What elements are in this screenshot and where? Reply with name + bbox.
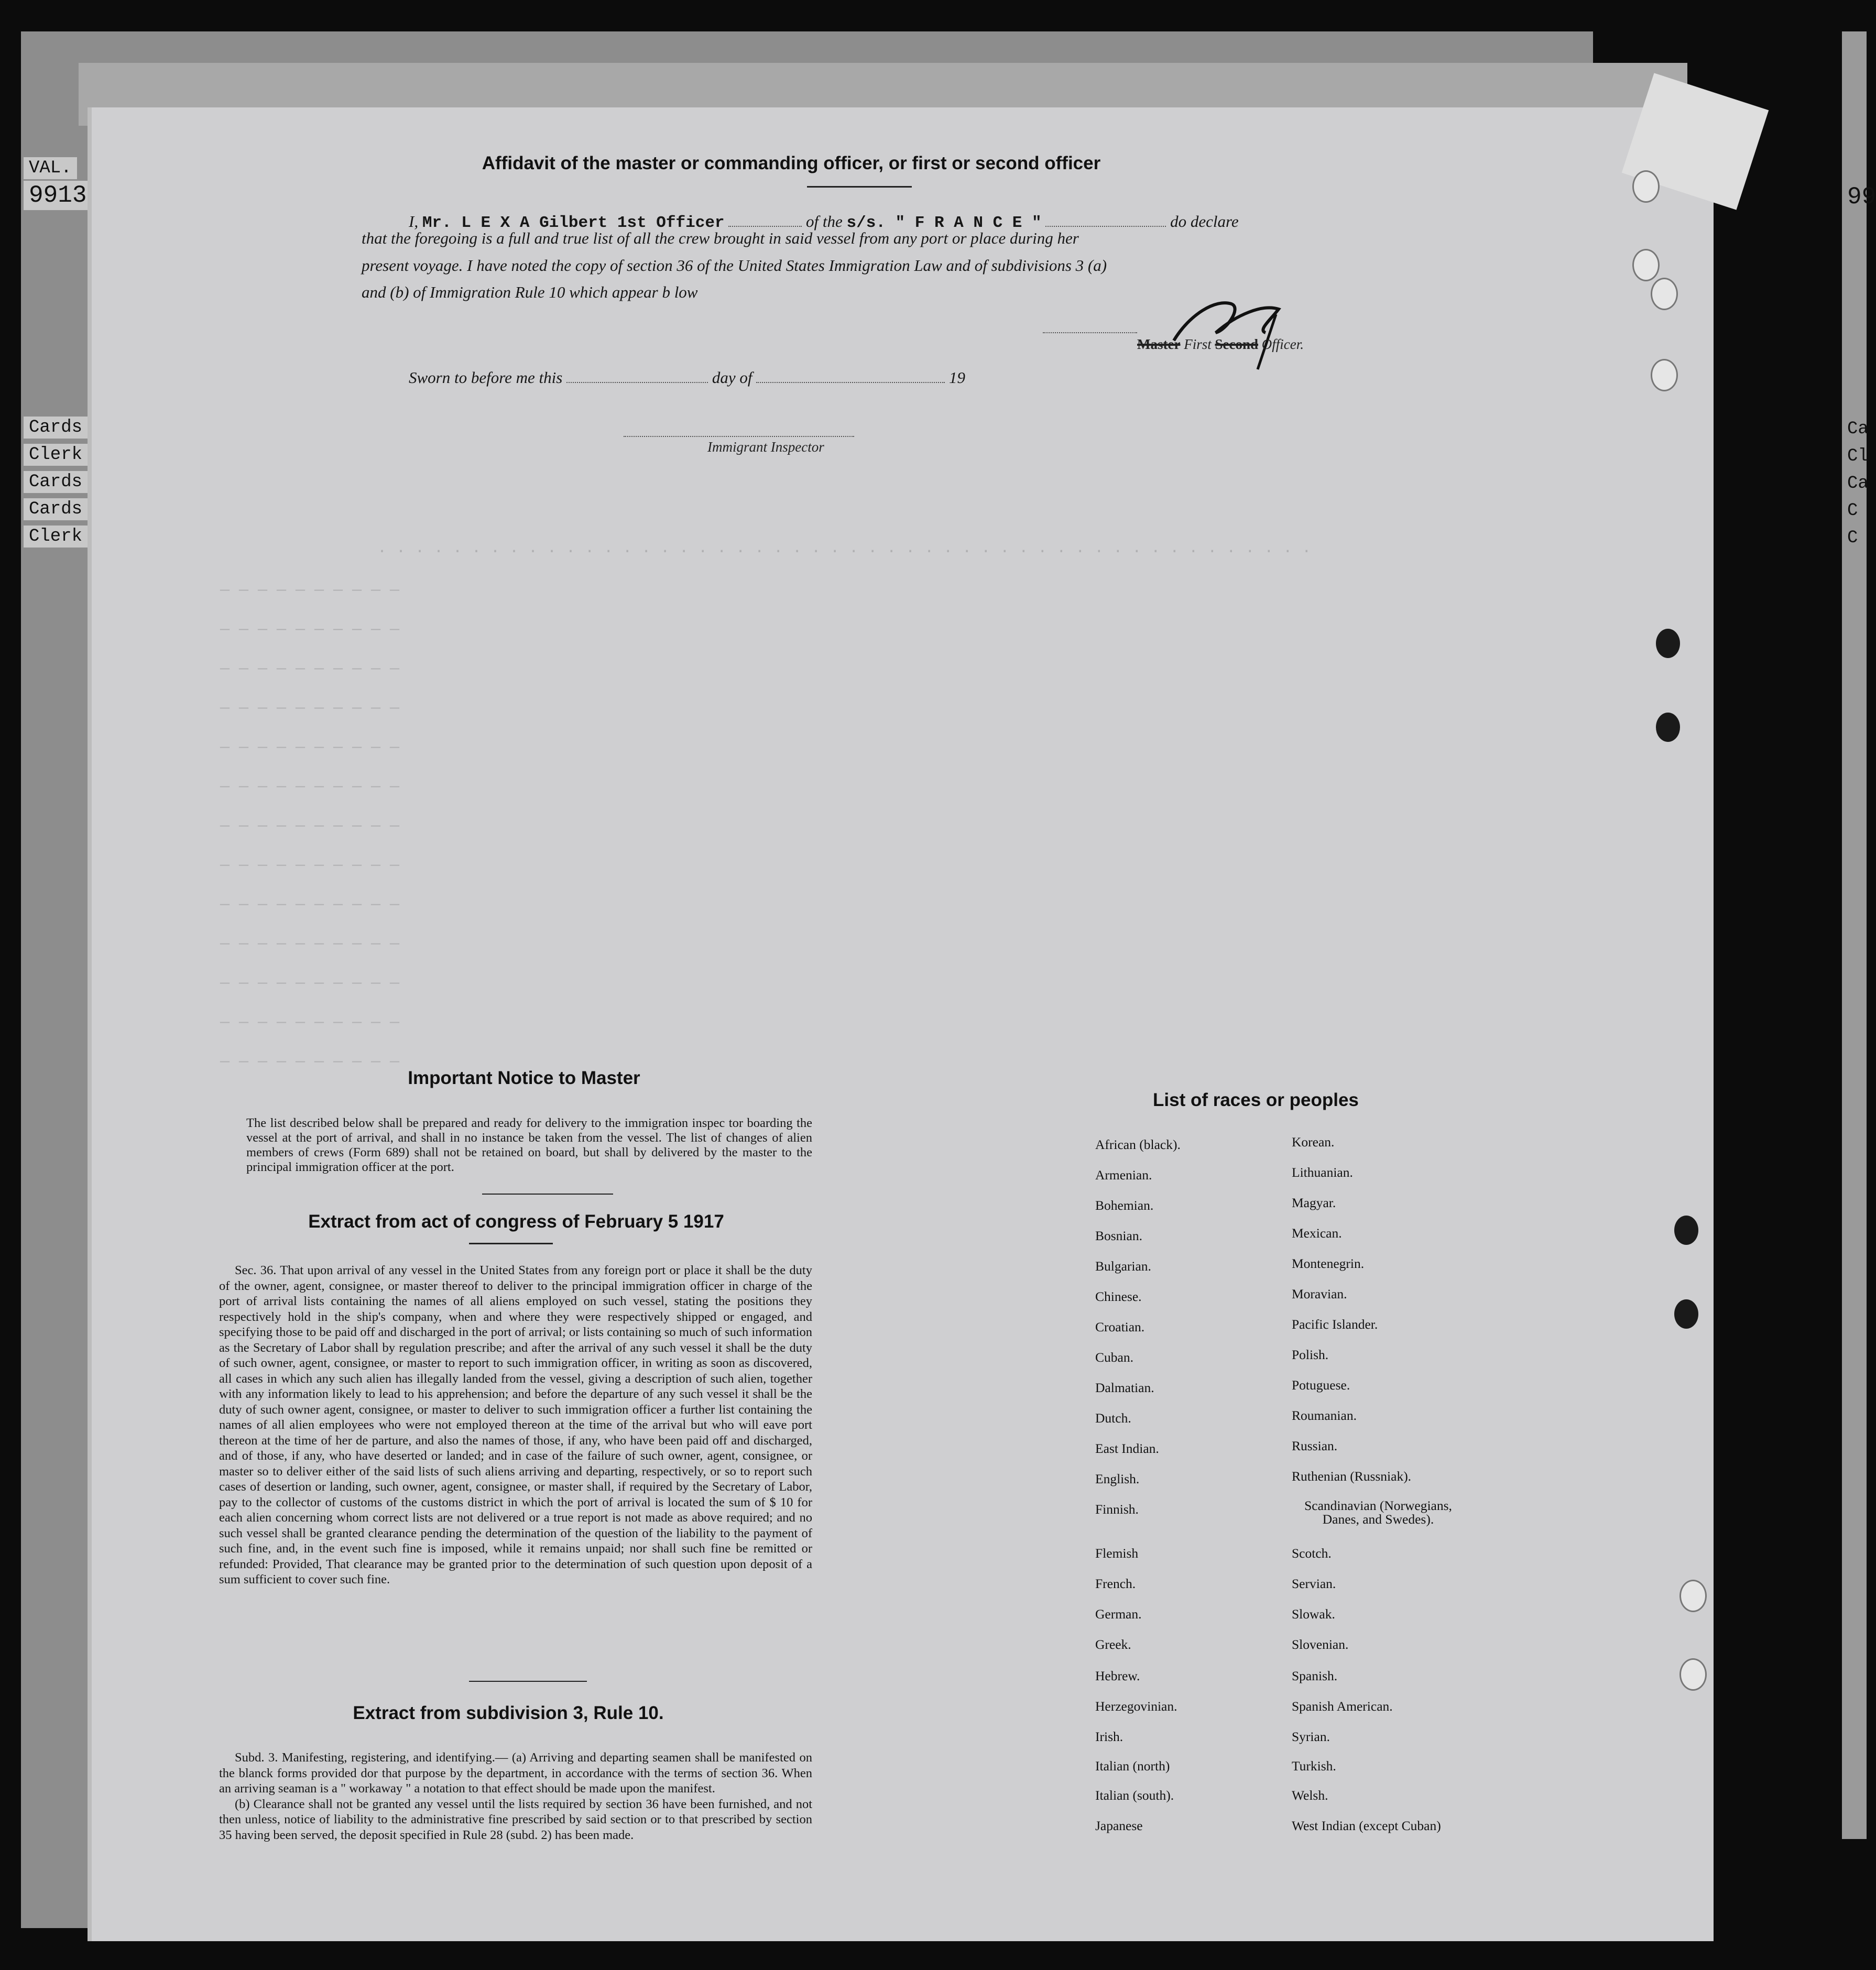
race-item: Korean. [1292,1134,1335,1150]
section-rule [469,1681,587,1682]
race-item: Magyar. [1292,1195,1336,1210]
race-item: West Indian (except Cuban) [1292,1818,1441,1833]
edge-label-5: Clerk [24,526,88,548]
affidavit-prefix: I, [409,212,419,231]
race-item: African (black). [1095,1137,1181,1152]
bleed-through-text: — — — — — — — — — — [220,857,400,874]
edge-right-number: 99 [1847,183,1876,211]
race-item: Moravian. [1292,1286,1347,1301]
race-item: Bosnian. [1095,1228,1142,1243]
race-item: Croatian. [1095,1319,1145,1334]
bleed-through-text: — — — — — — — — — — [220,935,400,953]
race-item: Hebrew. [1095,1668,1140,1683]
race-item: Japanese [1095,1818,1143,1833]
race-item: Polish. [1292,1347,1329,1362]
race-item: Dutch. [1095,1410,1131,1426]
title-rule [469,1243,553,1244]
edge-number: 9913 [24,181,92,210]
race-item: Spanish American. [1292,1699,1393,1714]
race-item: Flemish [1095,1546,1139,1561]
race-item: Finnish. [1095,1502,1139,1517]
edge-label-4: Cards [24,498,88,520]
punch-hole-icon [1651,359,1678,391]
punch-hole-icon [1679,1580,1707,1612]
race-item: Slovenian. [1292,1637,1349,1652]
race-item: Scandinavian (Norwegians, Danes, and Swedes). [1304,1498,1452,1527]
race-item: French. [1095,1576,1136,1591]
affidavit-line-2: that the foregoing is a full and true list of all the crew brought in said vessel from any port or place during her [362,229,1079,247]
race-item: Spanish. [1292,1668,1338,1683]
race-item: Bohemian. [1095,1198,1154,1213]
race-item: Bulgarian. [1095,1258,1151,1274]
subdivision-b-paragraph: (b) Clearance shall not be granted any vessel until the lists required by section 36 have been furnished, and not then unless, notice of liability to the administrative fine prescribed by said section or to that prescribed by section 35 having been served, the deposit specified in Rule 28 (subd. 2) has been made. [219,1797,812,1842]
race-item: Syrian. [1292,1729,1330,1744]
race-item: Chinese. [1095,1289,1142,1304]
races-title: List of races or peoples [1153,1090,1359,1110]
punch-hole-icon [1632,170,1660,203]
inspector-signature-line [624,435,854,437]
bleed-through-text: — — — — — — — — — — [220,739,400,757]
race-item: Scotch. [1292,1546,1332,1561]
extract-rule-text [219,1750,812,1843]
race-item: Mexican. [1292,1225,1342,1241]
day-of-label: day of [712,368,752,387]
subdivision-a-paragraph: Subd. 3. Manifesting, registering, and identifying.— (a) Arriving and departing seamen shall be manifested on the blanck forms provided dor that purpose by the department, in accordance with the terms of section 36. When an arriving seaman is a " workaway " a notation to that effect should be made upon the manifest. [219,1750,812,1796]
edge-right-label-5: C [1847,528,1858,548]
year-prefix: 19 [948,368,965,387]
race-item: Armenian. [1095,1167,1152,1183]
fill-line [756,382,945,383]
do-declare-label: do declare [1170,212,1239,231]
bleed-through-text: — — — — — — — — — — [220,896,400,914]
race-item: Greek. [1095,1637,1131,1652]
edge-vol-label: VAL. [24,157,77,179]
inspector-label: Immigrant Inspector [707,439,824,455]
edge-right-label-1: Ca [1847,419,1869,439]
section-rule [482,1194,613,1195]
bleed-through-text: — — — — — — — — — — [220,778,400,796]
first-label: First [1184,336,1212,352]
bleed-through-text: — — — — — — — — — — [220,582,400,599]
signature-line [1043,331,1137,333]
bleed-through-text: — — — — — — — — — — [220,817,400,835]
edge-right-label-3: Ca [1847,474,1869,494]
race-item: Turkish. [1292,1758,1336,1774]
of-the-label: of the [806,212,843,231]
edge-right-label-4: C [1847,501,1858,521]
punch-hole-icon [1674,1216,1698,1245]
race-item: Servian. [1292,1576,1336,1591]
punch-hole-icon [1679,1658,1707,1691]
punch-hole-icon [1651,278,1678,310]
struck-master: Master [1137,336,1181,352]
extract-act-title: Extract from act of congress of February 5 1917 [308,1211,724,1232]
affidavit-title: Affidavit of the master or commanding officer, or first or second officer [482,153,1101,173]
sworn-line [409,368,965,387]
title-rule [807,186,912,188]
race-item: Cuban. [1095,1350,1133,1365]
notice-text [246,1116,812,1175]
bleed-through-text: — — — — — — — — — — [220,1053,400,1071]
punch-hole-icon [1656,629,1680,658]
race-item: Irish. [1095,1729,1124,1744]
race-item: Potuguese. [1292,1377,1350,1393]
bleed-through-text: — — — — — — — — — — [220,699,400,717]
race-item: Herzegovinian. [1095,1699,1177,1714]
fill-line [728,226,802,227]
race-item: Slowak. [1292,1606,1335,1622]
edge-label-2: Clerk [24,444,88,466]
bleed-through-text: . . . . . . . . . . . . . . . . . . . . . . . . . . . . . . . . . . . . . . . . . . . . . . . . . . [377,540,1312,557]
officer-label: Officer. [1261,336,1304,352]
struck-second: Second [1215,336,1258,352]
section-36-paragraph: Sec. 36. That upon arrival of any vessel in the United States from any foreign port or place it shall be the duty of the owner, agent, consignee, or master thereof to deliver to the principal immigration officer in charge of the port of arrival lists containing the names of all aliens employed on such vessel, stating the positions they respectively hold in the ship's company, when and where they were respectively shipped or engaged, and specifying those to be paid off and discharged in the port of arrival; or lists containing so much of such information as the Secretary of Labor shall by regulation prescribe; and after the arrival of any such vessel it shall be the duty of such owner, agent, consignee, or master to report to such immigration officer, in writing as soon as discovered, all cases in which any such alien has illegally landed from the vessel, giving a description of such alien, together with any information likely to lead to his apprehension; and before the departure of any such vessel it shall be the duty of such owner agent, consignee, or master to deliver to such immigration officer a further list containing the names of all alien employees who were not employed thereon at the time of the arrival but who will eave port thereon at the time of her de parture, and also the names of those, if any, who have been paid off and discharged, and of those, if any, who have deserted or landed; and in case of the failure of such owner, agent, consignee, or master so to deliver either of the said lists of such aliens arriving and departing, respectively, or so to report such cases of desertion or landing, such owner, agent, consignee, or master shall, if required by the Secretary of Labor, pay to the collector of customs of the customs district in which the port of arrival is located the sum of $ 10 for each alien concerning whom correct lists are not delivered or a true report is not made as above required; and no such vessel shall be granted clearance pending the determination of the question of the liability to the payment of such fine, and, in the event such fine is imposed, while it remains unpaid; nor shall such fine be remitted or refunded: Provided, That clearance may be granted prior to the determination of such question upon deposit of a sum sufficient to cover such fine. [219,1263,812,1586]
punch-hole-icon [1632,249,1660,281]
sworn-prefix: Sworn to before me this [409,368,563,387]
edge-label-1: Cards [24,417,88,439]
bleed-through-text: — — — — — — — — — — [220,975,400,992]
race-item: German. [1095,1606,1142,1622]
race-item: Italian (south). [1095,1788,1174,1803]
underlying-page-right [1842,31,1867,1839]
bleed-through-text: — — — — — — — — — — [220,1014,400,1032]
notice-title: Important Notice to Master [408,1068,640,1088]
fill-line [1045,226,1166,227]
vessel-name: s/s. " F R A N C E " [846,214,1042,232]
race-item: Dalmatian. [1095,1380,1154,1395]
fill-line [566,382,708,383]
bleed-through-text: — — — — — — — — — — [220,660,400,678]
race-item: English. [1095,1471,1140,1486]
bleed-through-text: — — — — — — — — — — [220,621,400,639]
signature-title [1137,336,1304,353]
affidavit-line-4: and (b) of Immigration Rule 10 which appear b low [362,283,698,301]
race-item: Welsh. [1292,1788,1328,1803]
punch-hole-icon [1674,1299,1698,1329]
race-item: Russian. [1292,1438,1338,1453]
race-item: Pacific Islander. [1292,1317,1378,1332]
race-item: Italian (north) [1095,1758,1170,1774]
race-item: East Indian. [1095,1441,1159,1456]
race-item: Lithuanian. [1292,1165,1353,1180]
extract-act-text [219,1263,812,1588]
edge-right-label-2: Cl [1847,446,1869,466]
edge-label-3: Cards [24,471,88,493]
race-item: Roumanian. [1292,1408,1357,1423]
notice-paragraph: The list described below shall be prepared and ready for delivery to the immigration inspec tor boarding the vessel at the port of arrival, and shall in no instance be taken from the vessel. The list of changes of alien members of crews (Form 689) shall not be retained on board, but shall by delivered by the master to the principal immigration officer at the port. [246,1116,812,1174]
punch-hole-icon [1656,713,1680,742]
officer-name: Mr. L E X A Gilbert 1st Officer [422,214,725,232]
race-item: Ruthenian (Russniak). [1292,1469,1412,1484]
race-item: Montenegrin. [1292,1256,1365,1271]
affidavit-line-3: present voyage. I have noted the copy of section 36 of the United States Immigration Law and of subdivisions 3 (a) [362,256,1107,275]
extract-rule-title: Extract from subdivision 3, Rule 10. [353,1703,664,1723]
